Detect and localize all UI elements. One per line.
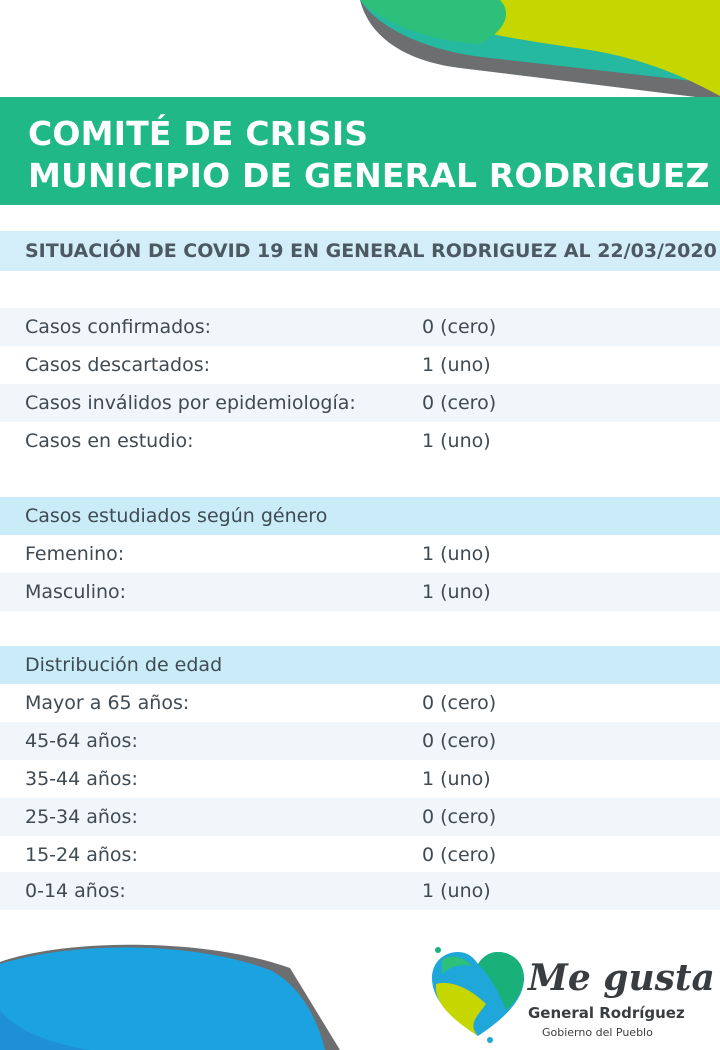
table-row bbox=[0, 836, 720, 874]
row-label: 35-44 años: bbox=[25, 768, 138, 790]
row-label: Casos descartados: bbox=[25, 354, 210, 376]
report-subtitle: SITUACIÓN DE COVID 19 EN GENERAL RODRIGUEZ AL 22/03/2020 bbox=[0, 231, 720, 271]
row-value: 1 (uno) bbox=[422, 768, 491, 790]
page-title-line1: COMITÉ DE CRISIS bbox=[28, 114, 369, 153]
section-heading-age bbox=[0, 646, 720, 684]
table-row bbox=[0, 384, 720, 422]
row-value: 0 (cero) bbox=[422, 692, 497, 714]
table-row bbox=[0, 346, 720, 384]
section-heading-label: Distribución de edad bbox=[25, 654, 223, 676]
row-label: Masculino: bbox=[25, 581, 127, 603]
row-value: 1 (uno) bbox=[422, 430, 491, 452]
table-row bbox=[0, 684, 720, 722]
row-label: 15-24 años: bbox=[25, 844, 138, 866]
section-heading-gender bbox=[0, 497, 720, 535]
row-label: Mayor a 65 años: bbox=[25, 692, 190, 714]
row-value: 1 (uno) bbox=[422, 543, 491, 565]
row-label: 0-14 años: bbox=[25, 880, 126, 902]
table-row bbox=[0, 760, 720, 798]
section-heading-label: Casos estudiados según género bbox=[25, 505, 328, 527]
row-value: 0 (cero) bbox=[422, 844, 497, 866]
table-row bbox=[0, 535, 720, 573]
row-value: 0 (cero) bbox=[422, 806, 497, 828]
row-value: 0 (cero) bbox=[422, 316, 497, 338]
row-value: 1 (uno) bbox=[422, 880, 491, 902]
table-row bbox=[0, 872, 720, 910]
logo-slogan: Me gusta bbox=[528, 957, 715, 999]
row-value: 1 (uno) bbox=[422, 354, 491, 376]
logo-tagline: Gobierno del Pueblo bbox=[542, 1026, 653, 1039]
row-label: Casos confirmados: bbox=[25, 316, 212, 338]
row-value: 1 (uno) bbox=[422, 581, 491, 603]
decorative-shapes-top bbox=[360, 0, 720, 110]
row-label: 25-34 años: bbox=[25, 806, 138, 828]
table-row bbox=[0, 573, 720, 611]
table-row bbox=[0, 422, 720, 460]
table-row bbox=[0, 798, 720, 836]
decorative-shapes-bottom bbox=[0, 940, 340, 1050]
page-title-line2: MUNICIPIO DE GENERAL RODRIGUEZ bbox=[28, 156, 710, 195]
row-label: 45-64 años: bbox=[25, 730, 138, 752]
title-banner bbox=[0, 97, 720, 205]
logo-town-name: General Rodríguez bbox=[528, 1004, 685, 1022]
heart-logo-icon bbox=[428, 940, 528, 1044]
row-label: Casos inválidos por epidemiología: bbox=[25, 392, 356, 414]
me-gusta-logo bbox=[428, 940, 720, 1050]
table-row bbox=[0, 722, 720, 760]
row-value: 0 (cero) bbox=[422, 392, 497, 414]
row-label: Casos en estudio: bbox=[25, 430, 194, 452]
row-label: Femenino: bbox=[25, 543, 125, 565]
table-row bbox=[0, 308, 720, 346]
row-value: 0 (cero) bbox=[422, 730, 497, 752]
